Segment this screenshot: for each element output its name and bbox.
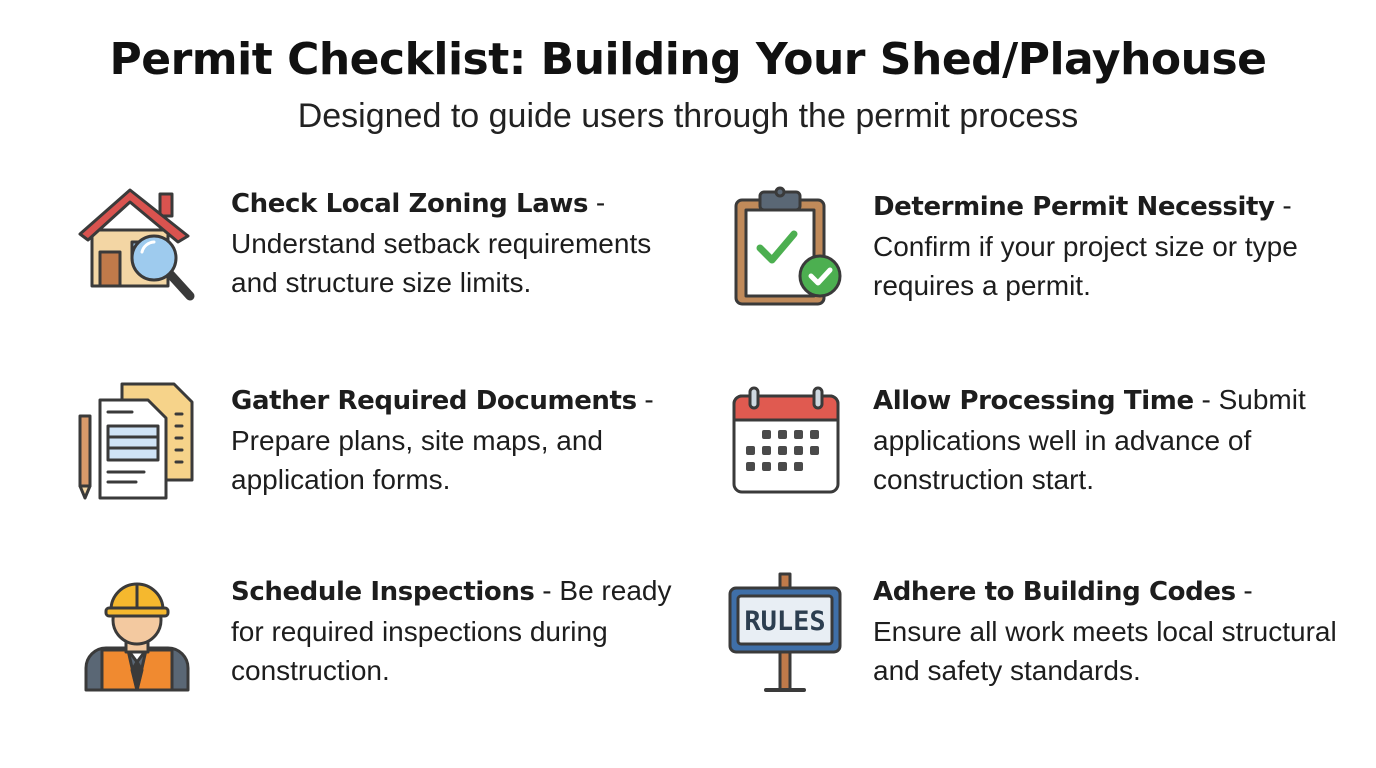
item-description: Confirm if your project size or type requires a permit.: [873, 231, 1298, 301]
item-description: Submit applications well in advance of construction start.: [873, 384, 1306, 495]
item-separator: -: [636, 384, 654, 415]
item-heading: Gather Required Documents: [231, 386, 637, 416]
sign-label: RULES: [744, 606, 826, 637]
item-separator: -: [534, 575, 560, 606]
item-description: Ensure all work meets local structural and safety standards.: [873, 616, 1337, 686]
calendar-icon: [730, 386, 842, 498]
item-heading: Allow Processing Time: [873, 386, 1194, 416]
item-heading: Check Local Zoning Laws: [231, 189, 589, 219]
page-title: Permit Checklist: Building Your Shed/Playhouse: [109, 34, 1267, 85]
item-separator: -: [1193, 384, 1219, 415]
inspector-icon: [82, 572, 192, 694]
item-description: Be ready for required inspections during construction.: [231, 575, 672, 686]
house-magnifier-icon: [78, 186, 200, 308]
item-heading: Adhere to Building Codes: [873, 577, 1236, 607]
item-heading: Schedule Inspections: [231, 577, 535, 607]
item-description: Understand setback requirements and structure size limits.: [231, 228, 652, 298]
item-separator: -: [1235, 575, 1253, 606]
item-description: Prepare plans, site maps, and application forms.: [231, 425, 603, 495]
documents-pencil-icon: [78, 380, 200, 502]
item-separator: -: [1274, 190, 1292, 221]
page-subtitle: Designed to guide users through the permit process: [297, 97, 1079, 135]
clipboard-check-icon: [734, 186, 846, 308]
item-heading: Determine Permit Necessity: [873, 192, 1275, 222]
item-separator: -: [588, 187, 606, 218]
